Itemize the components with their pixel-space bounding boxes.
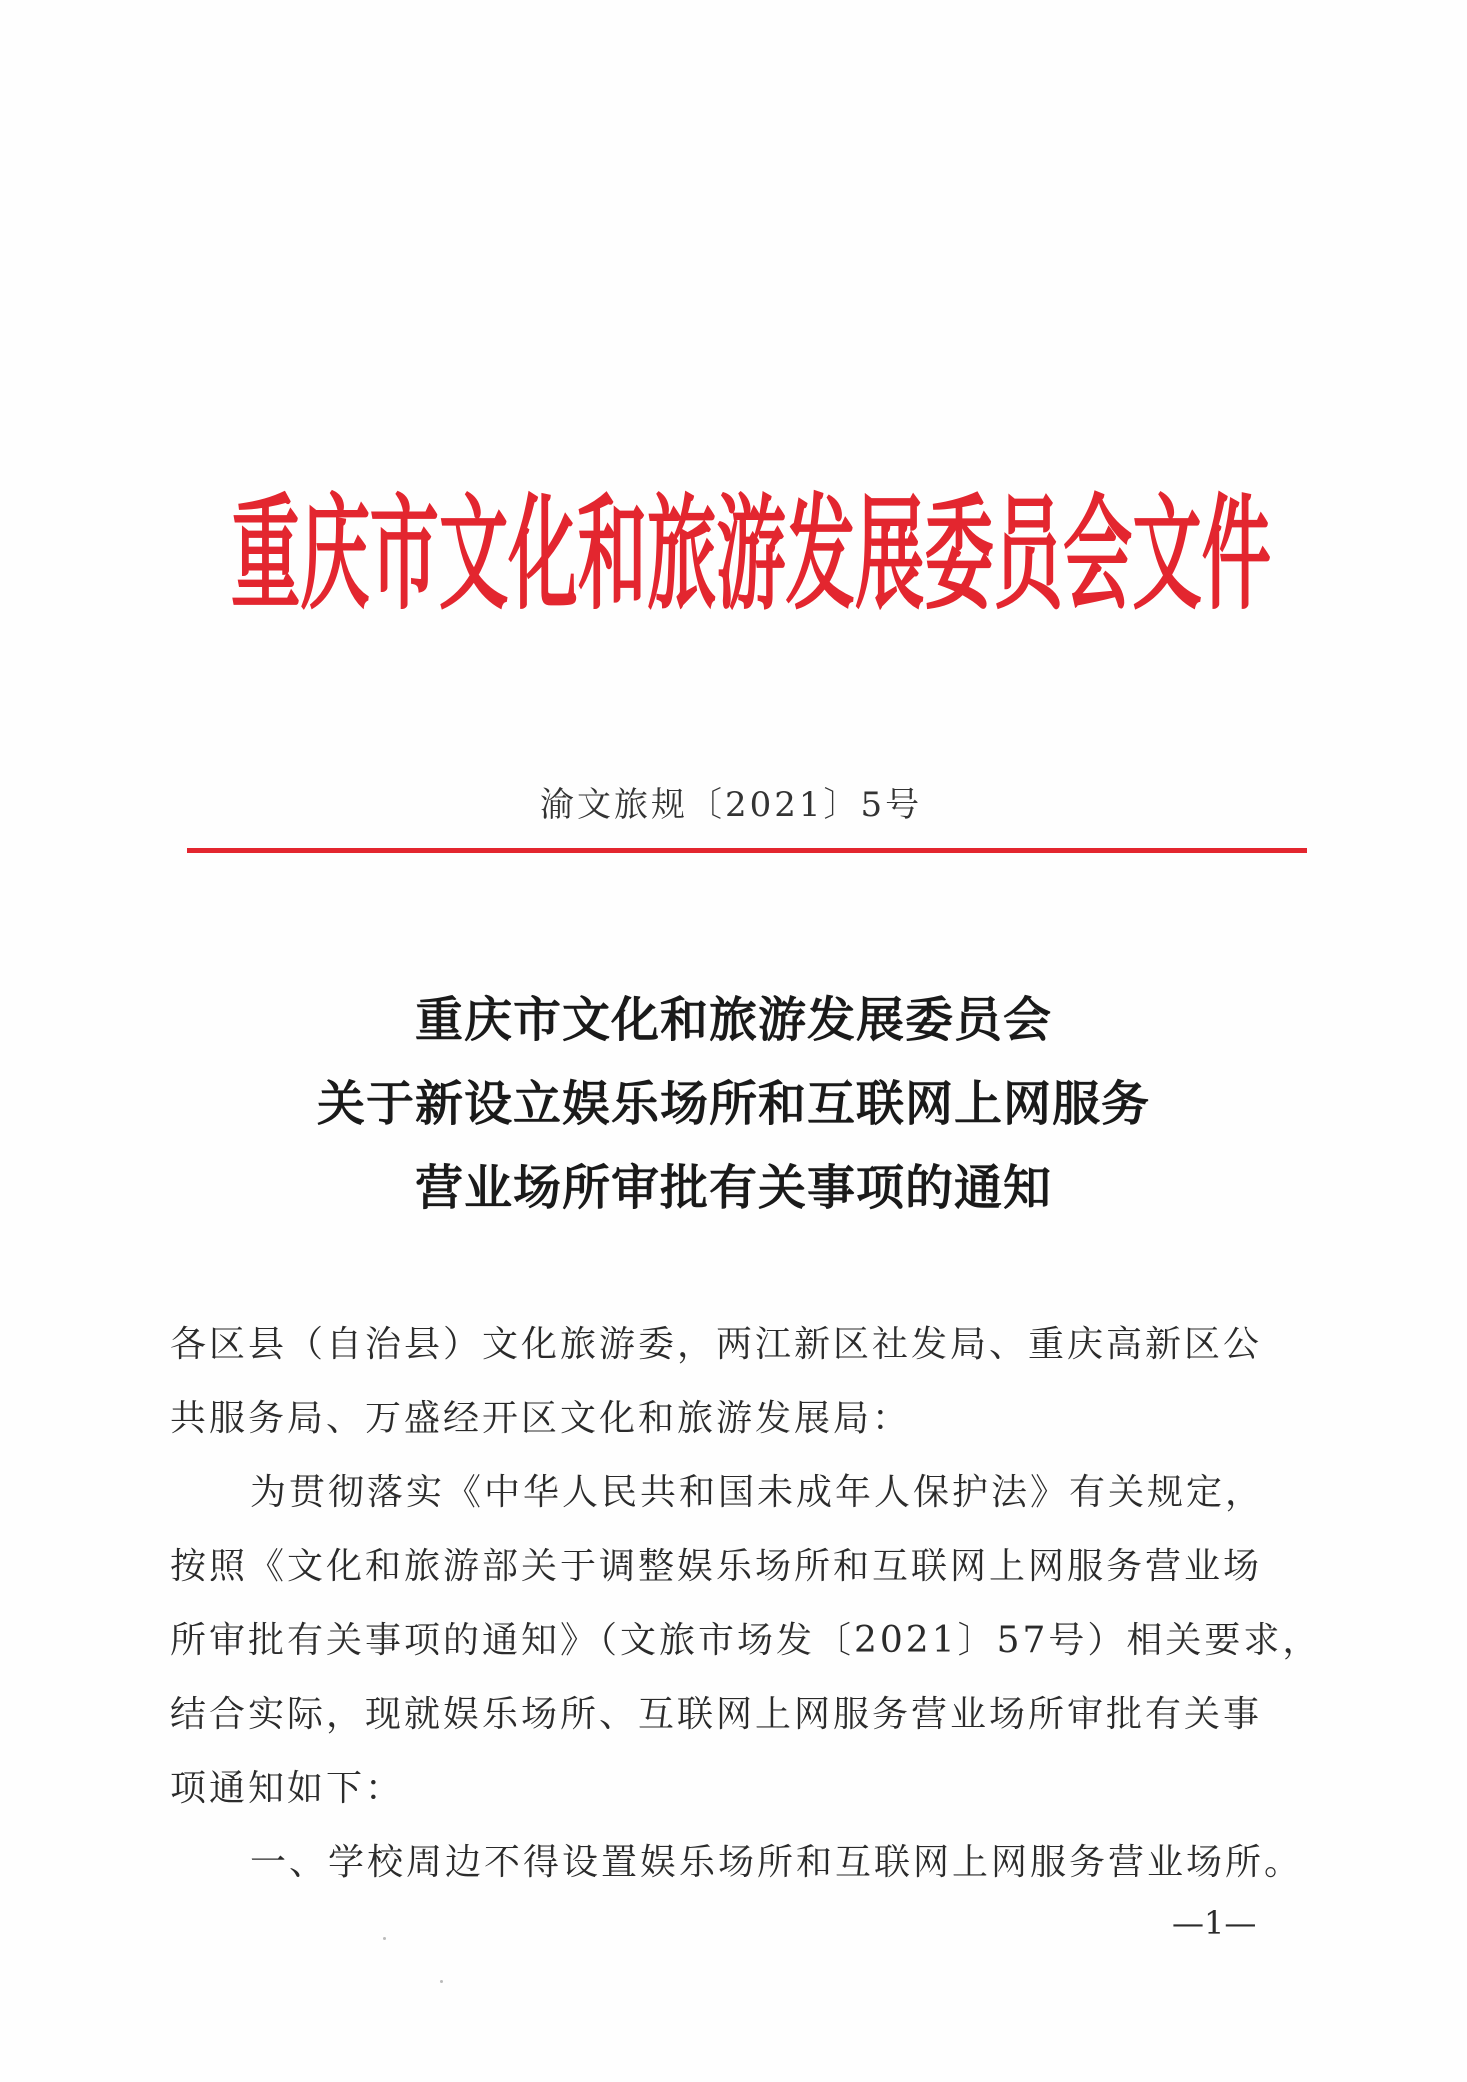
title-line-1: 重庆市文化和旅游发展委员会 [414,992,1052,1048]
body-paragraph-line: 结合实际，现就娱乐场所、互联网上网服务营业场所审批有关事 [170,1694,1263,1735]
page-number: —1— [1172,1904,1257,1942]
body-paragraph-line: 项通知如下： [170,1768,405,1809]
body-paragraph-line: 按照《文化和旅游部关于调整娱乐场所和互联网上网服务营业场 [170,1546,1263,1587]
body-paragraph-line: 所审批有关事项的通知》（文旅市场发〔2021〕57号）相关要求， [170,1620,1322,1661]
scan-speck [383,1937,386,1940]
salutation-line-1: 各区县（自治县）文化旅游委，两江新区社发局、重庆高新区公 [170,1324,1263,1365]
salutation-line-2: 共服务局、万盛经开区文化和旅游发展局： [170,1398,912,1439]
title-line-2: 关于新设立娱乐场所和互联网上网服务 [316,1076,1150,1132]
masthead-header [231,470,1271,640]
scan-speck [440,1980,443,1983]
red-divider-line [187,848,1307,853]
body-paragraph-line: 为贯彻落实《中华人民共和国未成年人保护法》有关规定， [250,1472,1265,1513]
title-line-3: 营业场所审批有关事项的通知 [414,1160,1052,1216]
masthead-text: 重庆市文化和旅游发展委员会文件 [231,482,1271,627]
document-number: 渝文旅规〔2021〕5号 [540,785,923,825]
section-one-heading: 一、学校周边不得设置娱乐场所和互联网上网服务营业场所。 [250,1842,1304,1883]
